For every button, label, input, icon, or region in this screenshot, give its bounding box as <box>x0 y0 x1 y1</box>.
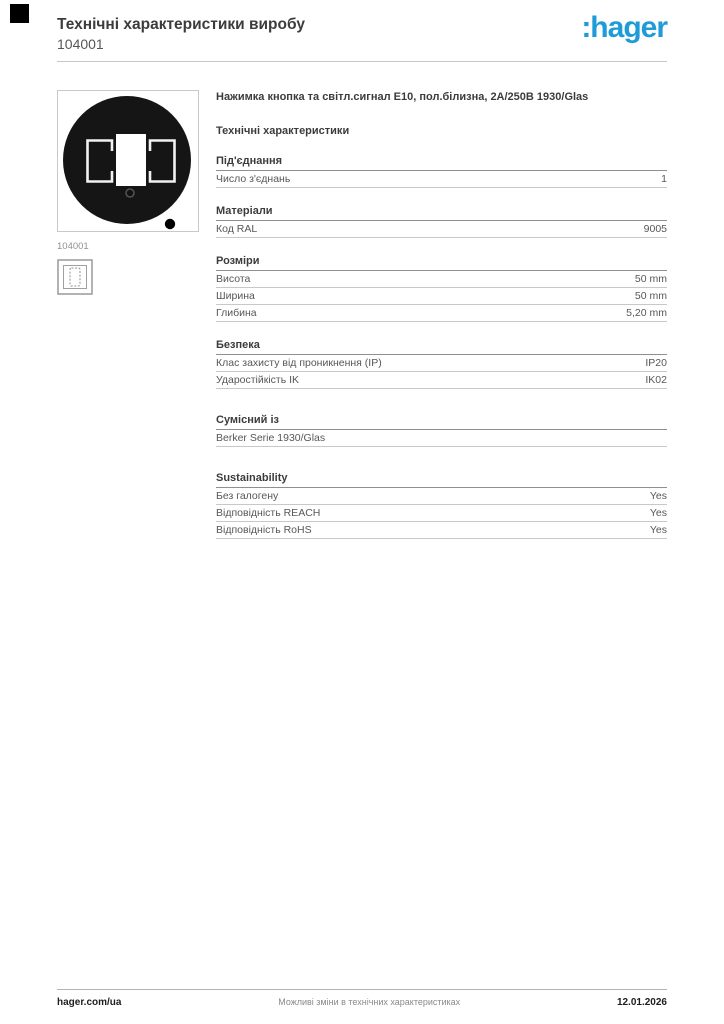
spec-section <box>216 155 667 188</box>
spec-rows <box>216 171 667 188</box>
image-caption: 104001 <box>57 241 89 252</box>
product-pictogram-icon <box>57 259 93 295</box>
spec-section-title: Безпека <box>216 339 667 355</box>
spec-rows <box>216 355 667 389</box>
spec-row-value: 50 mm <box>634 290 667 302</box>
spec-row-label: Відповідність REACH <box>216 507 321 519</box>
footer-disclaimer: Можливі зміни в технічних характеристиках <box>278 997 461 1007</box>
spec-section <box>216 255 667 322</box>
spec-row-label: Без галогену <box>216 490 279 502</box>
spec-row-label: Висота <box>216 273 251 285</box>
spec-row-value: Yes <box>649 507 667 519</box>
spec-row-label: Ширина <box>216 290 255 302</box>
spec-row <box>216 288 667 305</box>
page-title: Технічні характеристики виробу <box>57 16 305 33</box>
spec-section-title: Розміри <box>216 255 667 271</box>
spec-row-value: 5,20 mm <box>626 307 667 319</box>
spec-row-label: Клас захисту від проникнення (IP) <box>216 357 382 369</box>
spec-rows <box>216 221 667 238</box>
spec-section-title: Сумісний із <box>216 414 667 430</box>
spec-row-value: IP20 <box>645 357 667 369</box>
spec-row-label: Відповідність RoHS <box>216 524 312 536</box>
hager-logo: :hager <box>581 11 667 44</box>
spec-row-value: 1 <box>661 173 667 185</box>
specs-title: Технічні характеристики <box>216 125 350 137</box>
spec-row-label: Код RAL <box>216 223 258 235</box>
footer <box>57 997 667 1008</box>
spec-row <box>216 505 667 522</box>
spec-section <box>216 205 667 238</box>
spec-row-value: 9005 <box>643 223 667 235</box>
spec-row <box>216 355 667 372</box>
spec-rows <box>216 488 667 539</box>
product-image <box>57 90 199 232</box>
specs-column <box>216 91 667 539</box>
product-reference: 104001 <box>57 36 104 52</box>
spec-row-label: Число з'єднань <box>216 173 291 185</box>
spec-row <box>216 305 667 322</box>
spec-rows <box>216 430 667 447</box>
spec-sections <box>216 155 667 539</box>
header-divider <box>57 61 667 62</box>
spec-row <box>216 430 667 447</box>
spec-row <box>216 488 667 505</box>
spec-row <box>216 372 667 389</box>
spec-row <box>216 522 667 539</box>
spec-row-label: Ударостійкість IK <box>216 374 300 386</box>
footer-divider <box>57 989 667 990</box>
spec-row <box>216 171 667 188</box>
spec-section <box>216 472 667 539</box>
header <box>57 11 667 53</box>
spec-row-value: Yes <box>649 490 667 502</box>
spec-rows <box>216 271 667 322</box>
spec-row-label: Глибина <box>216 307 257 319</box>
product-photo-graphic <box>58 91 198 231</box>
product-name: Нажимка кнопка та світл.сигнал E10, пол.білизна, 2A/250B 1930/Glas <box>216 91 589 103</box>
spec-section <box>216 414 667 447</box>
spec-row-label: Berker Serie 1930/Glas <box>216 432 326 444</box>
spec-section <box>216 339 667 389</box>
spec-section-title: Матеріали <box>216 205 667 221</box>
spec-section-title: Під'єднання <box>216 155 667 171</box>
footer-website: hager.com/ua <box>57 997 122 1008</box>
product-sidebar <box>57 90 199 295</box>
spec-row <box>216 271 667 288</box>
spec-row-value: 50 mm <box>634 273 667 285</box>
spec-row <box>216 221 667 238</box>
spec-section-title: Sustainability <box>216 472 667 488</box>
print-mark <box>10 4 29 23</box>
spec-row-value: Yes <box>649 524 667 536</box>
spec-row-value: IK02 <box>645 374 667 386</box>
footer-date: 12.01.2026 <box>616 997 667 1008</box>
